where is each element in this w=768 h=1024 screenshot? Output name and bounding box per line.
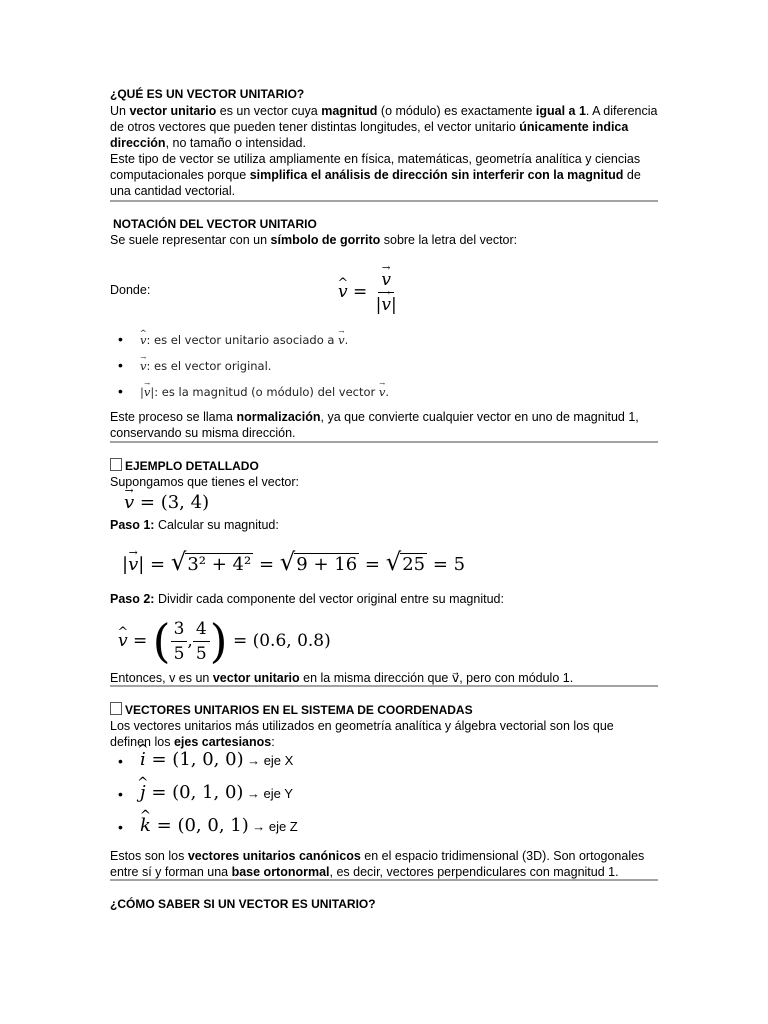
formula-normalized: ^ v = ( $\frac{3}{5}$ , $\frac{4}{5}$ ) = (0.6, 0.8) (118, 614, 331, 662)
axis-x-item: ^ i = (1, 0, 0) → eje X (140, 749, 293, 770)
paragraph-normalization: Este proceso se llama normalización, ya que convierte cualquier vector en uno de magnitud 1, conservando su misma dirección. (110, 410, 639, 440)
bullet-magnitude: |→ v|: es la magnitud (o módulo) del vector → v. (140, 385, 389, 399)
formula-magnitude: |→ v| = √3² + 4² = √9 + 16 = √25 = 5 (122, 547, 465, 576)
step-1: Paso 1: Calcular su magnitud: (110, 518, 279, 532)
paragraph-canonical: Estos son los vectores unitarios canónicos en el espacio tridimensional (3D). Son ortogonales entre sí y forman una base ortonormal, es decir, vectores perpendiculares con magnitud 1. (110, 849, 645, 879)
formula-vector: → v = (3, 4) (124, 492, 209, 513)
paragraph-example-result: Entonces, v es un vector unitario en la misma dirección que v⃗, pero con módulo 1. (110, 671, 574, 685)
heading-que-es: ¿QUÉ ES UN VECTOR UNITARIO? (110, 87, 305, 101)
paragraph-example-intro: Supongamos que tienes el vector: (110, 475, 300, 489)
bullet-icon: • (118, 331, 123, 347)
paragraph-definition: Un vector unitario es un vector cuya magnitud (o módulo) es exactamente igual a 1. A diferencia de otros vectores que pueden tener distintas longitudes, el vector unitario únicamente indica dirección, no tamaño o intensidad. (110, 104, 658, 150)
axis-z-item: ^ k = (0, 0, 1) → eje Z (140, 815, 298, 836)
divider (110, 879, 658, 881)
label-donde: Donde: (110, 283, 151, 297)
bullet-icon: • (118, 357, 123, 373)
heading-ejemplo: EJEMPLO DETALLADO (110, 458, 259, 473)
divider (110, 685, 658, 687)
divider (110, 200, 658, 202)
axis-y-item: ^ j = (0, 1, 0) → eje Y (140, 782, 293, 803)
paragraph-notation: Se suele representar con un símbolo de gorrito sobre la letra del vector: (110, 233, 518, 247)
heading-como-saber: ¿CÓMO SABER SI UN VECTOR ES UNITARIO? (110, 897, 376, 911)
heading-coordenadas: VECTORES UNITARIOS EN EL SISTEMA DE COORDENADAS (110, 702, 473, 717)
missing-glyph-icon (110, 458, 122, 471)
bullet-icon: • (118, 786, 123, 802)
bullet-unit-vector: ^ v: es el vector unitario asociado a → v. (140, 333, 348, 347)
paragraph-cartesian: Los vectores unitarios más utilizados en geometría analítica y álgebra vectorial son los que definen los ejes cartesianos: (110, 719, 614, 749)
missing-glyph-icon (110, 702, 122, 715)
heading-notacion: NOTACIÓN DEL VECTOR UNITARIO (113, 217, 317, 231)
bullet-original-vector: → v: es el vector original. (140, 359, 271, 373)
divider (110, 441, 658, 443)
formula-unit-vector: ^ v = → $\frac{v}{|\to v|}$ (338, 270, 400, 315)
step-2: Paso 2: Dividir cada componente del vector original entre su magnitud: (110, 592, 504, 606)
bullet-icon: • (118, 753, 123, 769)
bullet-icon: • (118, 383, 123, 399)
paragraph-usage: Este tipo de vector se utiliza ampliamente en física, matemáticas, geometría analítica y ciencias computacionales porque simplifica el análisis de dirección sin interferir con la magnitud de una cantidad vectorial. (110, 152, 641, 198)
bullet-icon: • (118, 819, 123, 835)
